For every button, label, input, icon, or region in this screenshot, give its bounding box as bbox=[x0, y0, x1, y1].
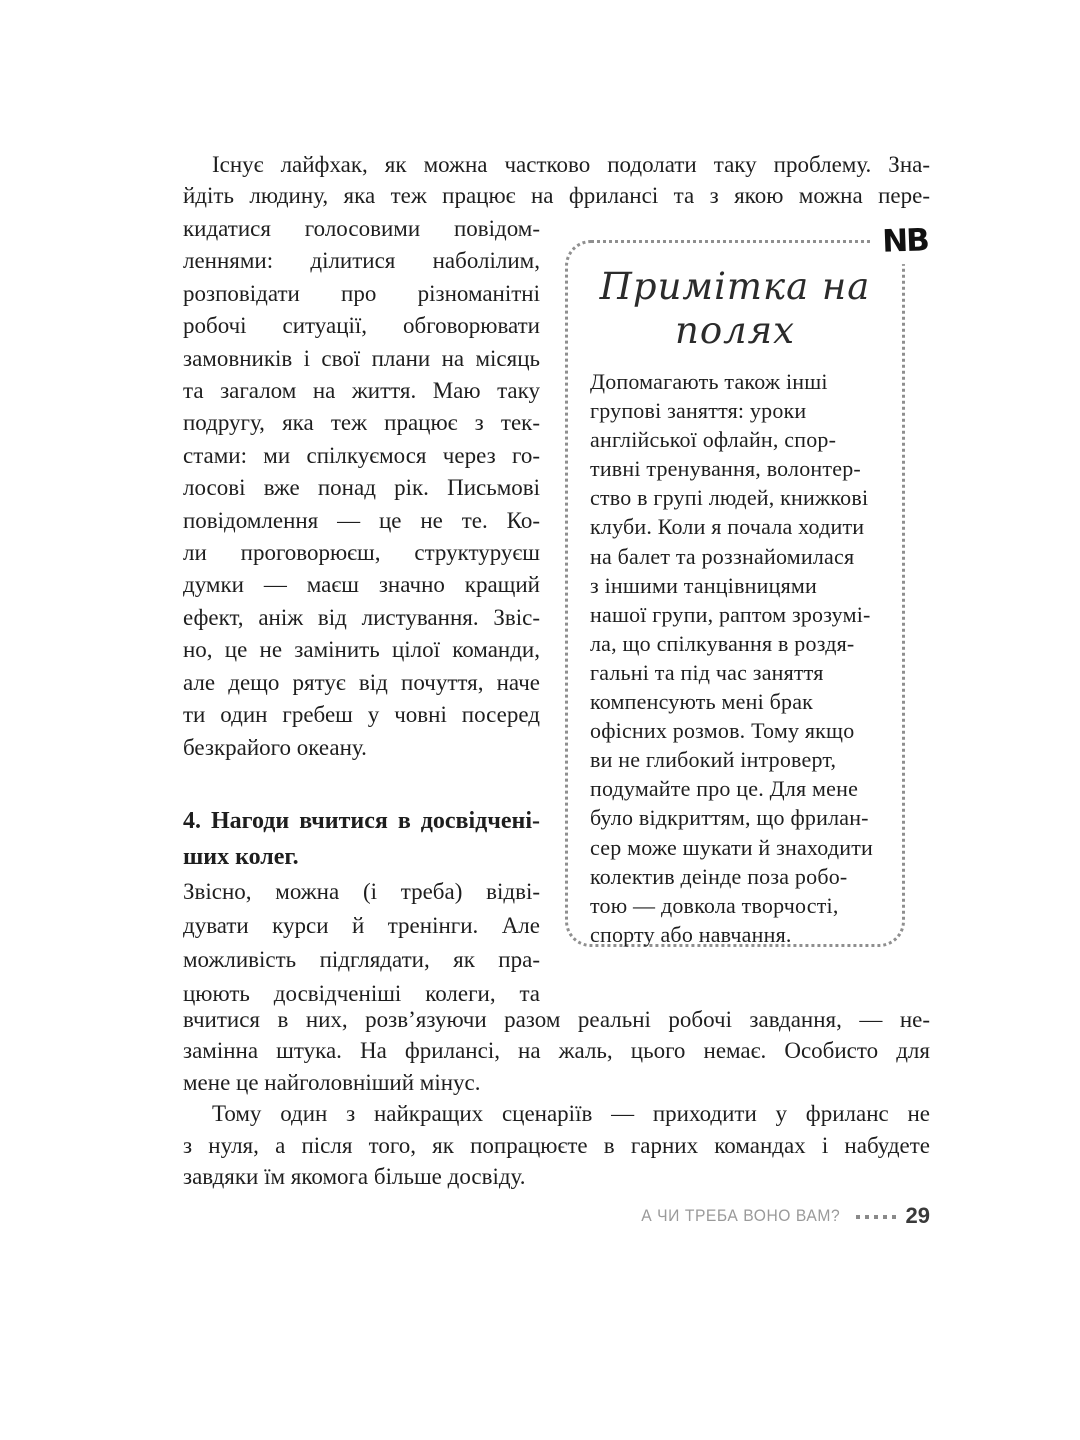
footer-dots-icon bbox=[851, 1215, 896, 1219]
left-text-column bbox=[183, 213, 540, 1011]
page-footer bbox=[624, 1203, 930, 1229]
margin-note-box bbox=[565, 240, 905, 947]
bottom-paragraph-2: Тому один з найкращих сценаріїв — приходити у фриланс не з нуля, а після того, як попрацюєте в гарних командах і набудете завдяки їм якомога більше досвіду. bbox=[183, 1101, 930, 1190]
page-number: 29 bbox=[905, 1203, 930, 1228]
bottom-text bbox=[183, 1004, 930, 1192]
intro-paragraph: Існує лайфхак, як можна частково подолати таку проблему. Зна- йдіть людину, яка теж працює на фрилансі та з якою можна пере- bbox=[183, 152, 930, 209]
section-heading: 4. Нагоди вчитися в досвідчені- ших колег. bbox=[183, 807, 540, 870]
left-column-paragraph-2: Звісно, можна (і треба) відві- дувати курси й тренінги. Але можливість підглядати, як пра- цюють досвідченіші колеги, та bbox=[183, 878, 540, 1006]
nb-marker-icon: NB bbox=[871, 217, 939, 265]
margin-note-title: Примітка на полях bbox=[599, 265, 871, 352]
bottom-paragraph-1: вчитися в них, розв’язуючи разом реальні робочі завдання, — не- замінна штука. На фрилансі, на жаль, цього немає. Особисто для мене це найголовніший мінус. bbox=[183, 1007, 930, 1095]
margin-note-body: Допомагають також інші групові заняття: уроки англійської офлайн, спор- тивні тренування, волонтер- ство в групі людей, книжкові клуби. Коли я почала ходити на балет та роззнайомилася з іншими танцівницями нашої групи, раптом зрозумі- ла, що спілкування в роздя- гальні та під час заняття компенсують мені брак офісних розмов. Тому якщо ви не глибокий інтроверт, подумайте про це. Для мене було відкриттям, що фрилан- сер може шукати й знаходити колектив деінде поза робо- тою — довкола творчості, спорту або навчання. bbox=[590, 369, 874, 947]
running-title: А ЧИ ТРЕБА ВОНО ВАМ? bbox=[641, 1206, 841, 1225]
left-column-paragraph: кидатися голосовими повідом- леннями: ділитися наболілим, розповідати про різноманітні робочі ситуації, обговорювати замовників і свої плани на місяць та загалом на життя. Маю таку подругу, яка теж працює з тек- стами: ми спілкуємося через го- лосові вже понад рік. Письмові повідомлення — це не те. Ко- ли проговорюєш, структуруєш думки — маєш значно кращий ефект, аніж від листування. Звіс- но, це не замінить цілої команди, але дещо рятує від почуття, наче ти один гребеш у човні посеред безкрайого океану. bbox=[183, 216, 540, 760]
